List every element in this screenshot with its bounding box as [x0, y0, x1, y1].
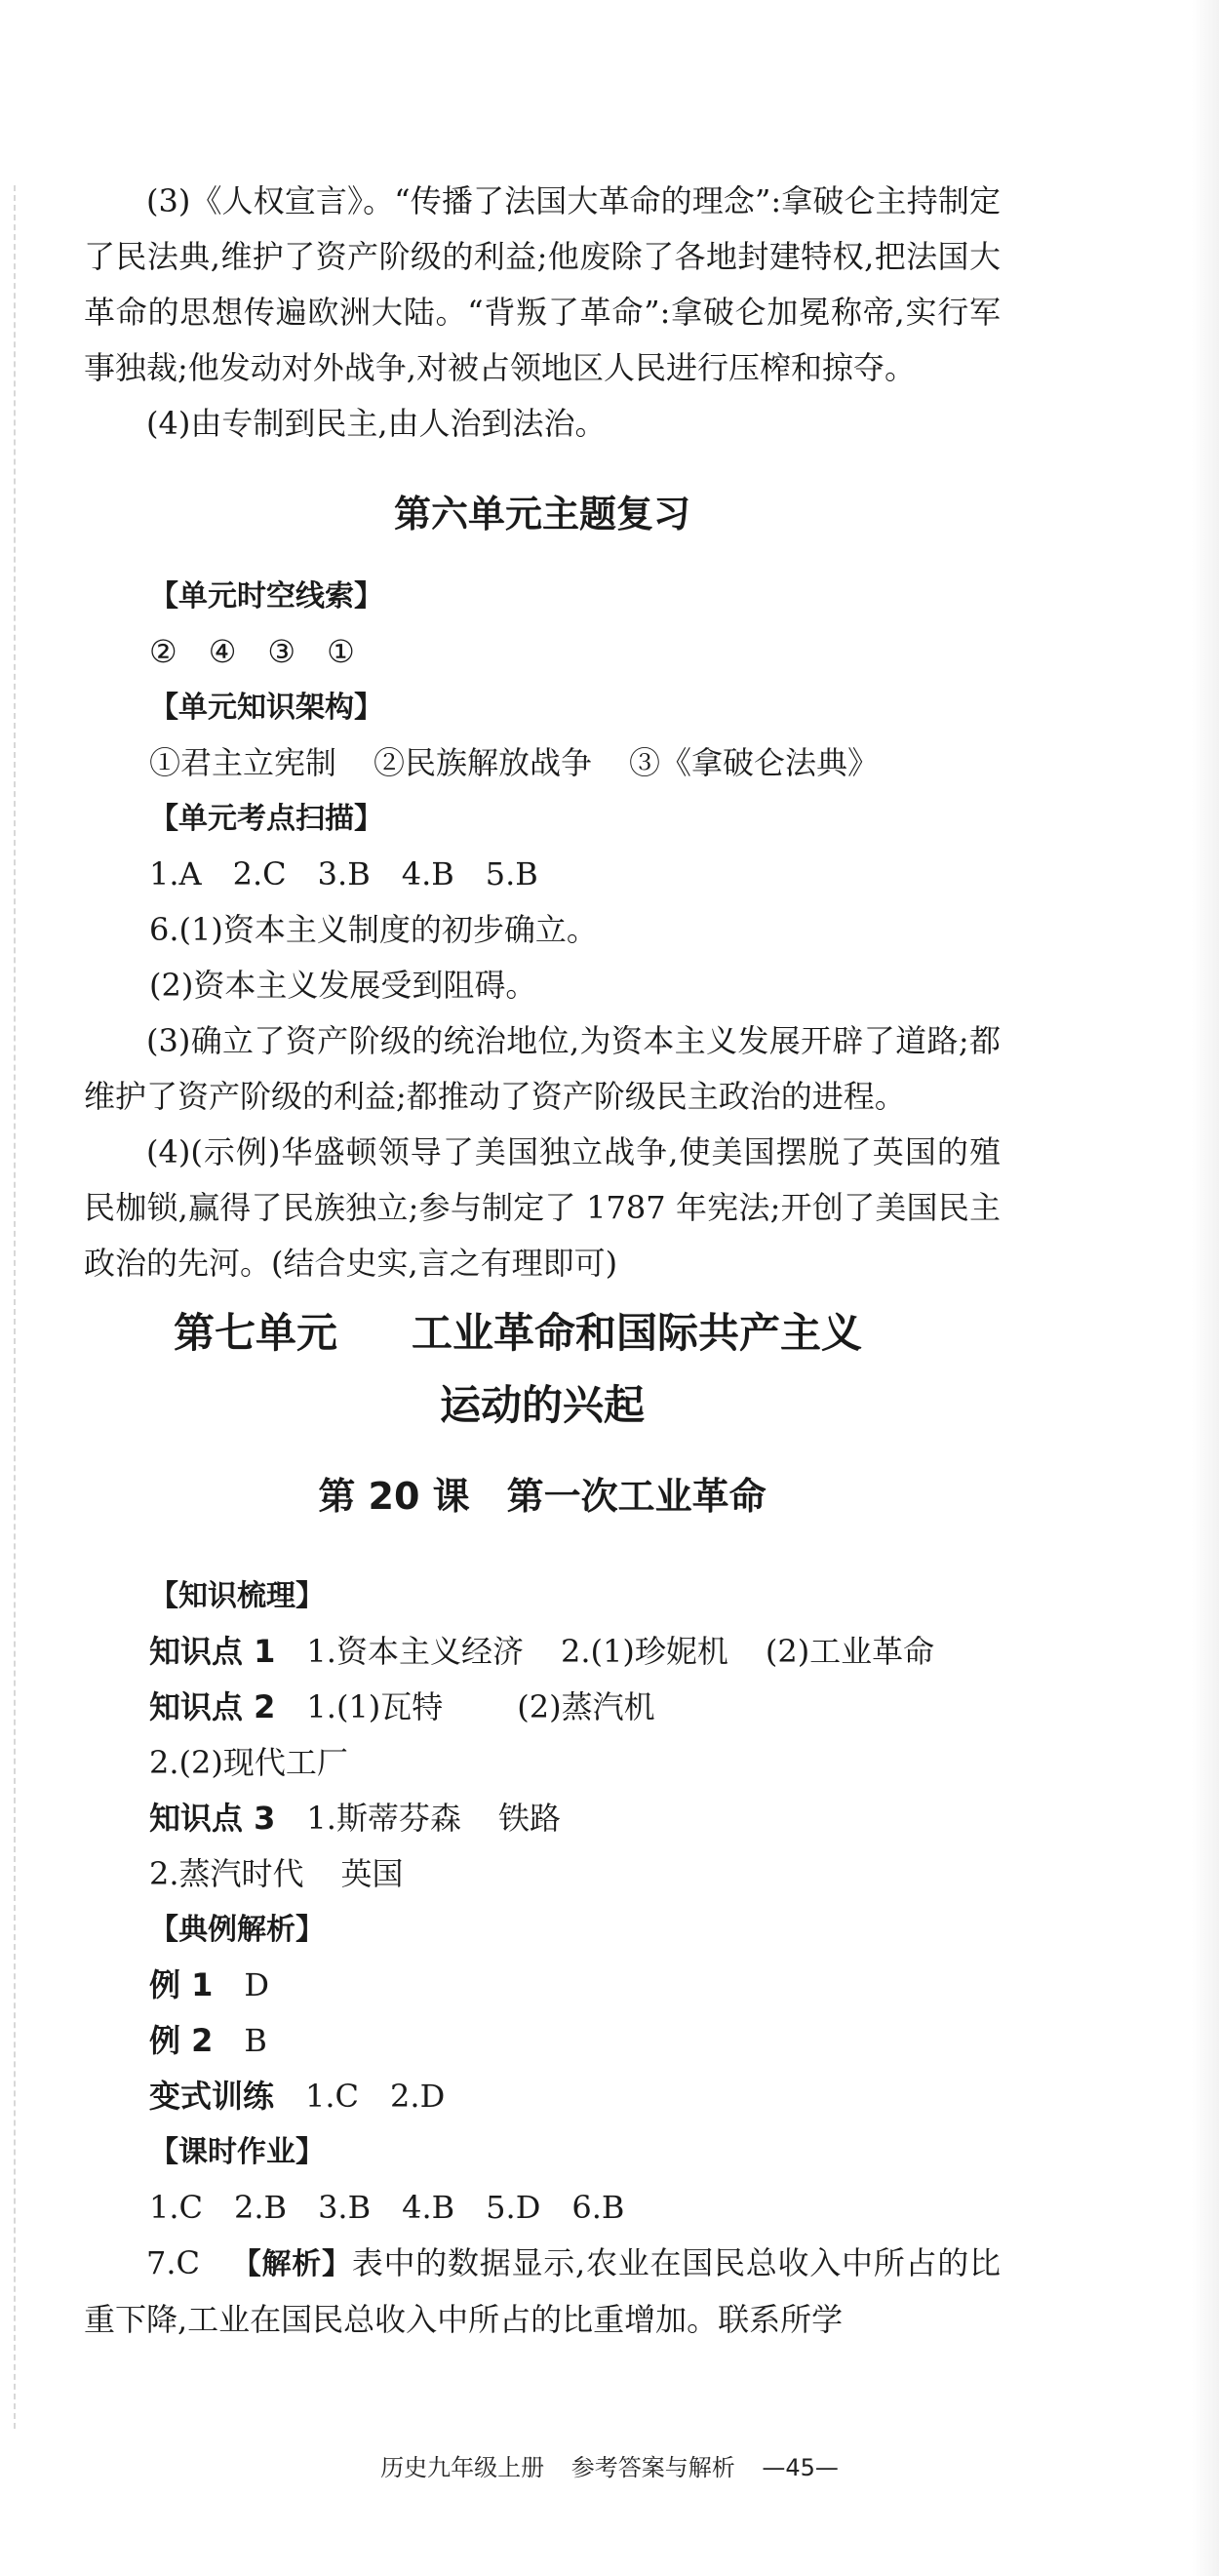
kp1-answer: 2.(1)珍妮机 — [560, 1633, 728, 1670]
kp3-continuation — [84, 1846, 1001, 1902]
mc-answer: 3.B — [317, 855, 371, 892]
framework-answer: ③《拿破仑法典》 — [629, 744, 880, 781]
kp3-answer: 1.斯蒂芬森 — [306, 1800, 461, 1837]
mc-answer: 4.B — [401, 855, 454, 892]
framework-answer: ①君主立宪制 — [149, 744, 337, 781]
lesson-number: 第 20 课 — [318, 1475, 470, 1518]
q6-part3: (3)确立了资产阶级的统治地位,为资本主义发展开辟了道路;都维护了资产阶级的利益;都推动了资产阶级民主政治的进程。 — [84, 1022, 1001, 1115]
page-number: —45— — [762, 2454, 839, 2481]
q6-part4: (4)(示例)华盛顿领导了美国独立战争,使美国摆脱了英国的殖民枷锁,赢得了民族独立;参与制定了 1787 年宪法;开创了美国民主政治的先河。(结合史实,言之有理即可) — [84, 1133, 1001, 1282]
example-2-answer: B — [244, 2022, 267, 2059]
timeline-heading: 【单元时空线索】 — [149, 579, 383, 614]
mc-answer: 5.B — [485, 855, 538, 892]
knowledge-point-2 — [84, 1680, 1001, 1735]
q6-part2: (2)资本主义发展受到阻碍。 — [149, 967, 537, 1004]
homework-heading: 【课时作业】 — [149, 2135, 325, 2169]
hw-answer: 5.D — [486, 2189, 541, 2226]
q7-analysis — [84, 2236, 1001, 2348]
answer-page — [84, 174, 1001, 2348]
lesson-name: 第一次工业革命 — [506, 1475, 767, 1518]
mc-answer: 2.C — [232, 855, 287, 892]
unit6-review-title: 第六单元主题复习 — [393, 493, 690, 535]
q7-answer: 7.C — [146, 2244, 201, 2281]
knowledge-heading: 【知识梳理】 — [149, 1579, 325, 1613]
hw-answer: 6.B — [571, 2189, 625, 2226]
unit7-name: 工业革命和国际共产主义 — [412, 1309, 863, 1357]
kp2-label: 知识点 2 — [149, 1688, 276, 1725]
page-footer — [0, 2448, 1219, 2482]
binding-margin-line — [14, 185, 16, 2429]
q6-part1: 6.(1)资本主义制度的初步确立。 — [149, 911, 598, 948]
mc-answer: 1.A — [149, 855, 202, 892]
kp2-answer: 1.(1)瓦特 — [306, 1688, 444, 1725]
variant-training — [84, 2069, 1001, 2124]
lesson20-title — [84, 1467, 1001, 1526]
kp3-answer: 2.蒸汽时代 — [149, 1855, 304, 1892]
example-2 — [84, 2013, 1001, 2069]
kp2-answer: (2)蒸汽机 — [517, 1688, 655, 1725]
footer-section: 参考答案与解析 — [570, 2454, 735, 2481]
example-heading: 【典例解析】 — [149, 1913, 325, 1947]
variant-answer: 1.C — [305, 2078, 360, 2115]
hw-answer: 2.B — [234, 2189, 288, 2226]
timeline-answer: ① — [327, 633, 355, 670]
page-edge-shadow — [1192, 0, 1219, 2576]
hw-answer: 1.C — [149, 2189, 204, 2226]
example-1-label: 例 1 — [149, 1966, 214, 2003]
unit7-title — [84, 1297, 1001, 1369]
example-2-label: 例 2 — [149, 2022, 214, 2059]
framework-answers — [84, 735, 1001, 791]
kp3-answer: 铁路 — [497, 1800, 561, 1837]
kp2-continuation: 2.(2)现代工厂 — [149, 1744, 348, 1781]
timeline-answer: ② — [149, 633, 177, 670]
answer-3-paragraph: (3)《人权宣言》。“传播了法国大革命的理念”:拿破仑主持制定了民法典,维护了资产阶级的利益;他废除了各地封建特权,把法国大革命的思想传遍欧洲大陆。“背叛了革命”:拿破仑加冕称帝,实行军事独裁;他发动对外战争,对被占领地区人民进行压榨和掠夺。 — [84, 182, 1001, 386]
timeline-answer: ④ — [208, 633, 237, 670]
timeline-answers — [84, 624, 1001, 680]
knowledge-point-3 — [84, 1791, 1001, 1846]
hw-answer: 3.B — [318, 2189, 372, 2226]
kp1-answer: 1.资本主义经济 — [306, 1633, 524, 1670]
q7-text: 表中的数据显示,农业在国民总收入中所占的比重下降,工业在国民总收入中所占的比重增加。联系所学 — [84, 2244, 1001, 2338]
variant-answer: 2.D — [390, 2078, 446, 2115]
kp3-label: 知识点 3 — [149, 1800, 276, 1837]
footer-book: 历史九年级上册 — [380, 2454, 545, 2481]
example-1-answer: D — [244, 1966, 270, 2003]
kp3-answer: 英国 — [340, 1855, 404, 1892]
multiple-choice-answers — [84, 847, 1001, 902]
variant-label: 变式训练 — [149, 2078, 275, 2115]
hw-answer: 4.B — [402, 2189, 455, 2226]
framework-answer: ②民族解放战争 — [374, 744, 593, 781]
analysis-tag: 【解析】 — [231, 2247, 352, 2281]
unit7-number: 第七单元 — [174, 1309, 338, 1357]
scan-heading: 【单元考点扫描】 — [149, 802, 383, 836]
kp1-answer: (2)工业革命 — [765, 1633, 935, 1670]
unit7-title-line2: 运动的兴起 — [439, 1381, 645, 1429]
answer-4-paragraph: (4)由专制到民主,由人治到法治。 — [146, 405, 607, 442]
framework-heading: 【单元知识架构】 — [149, 691, 383, 725]
homework-answers — [84, 2180, 1001, 2236]
kp1-label: 知识点 1 — [149, 1633, 276, 1670]
knowledge-point-1 — [84, 1624, 1001, 1680]
example-1 — [84, 1958, 1001, 2013]
timeline-answer: ③ — [267, 633, 296, 670]
